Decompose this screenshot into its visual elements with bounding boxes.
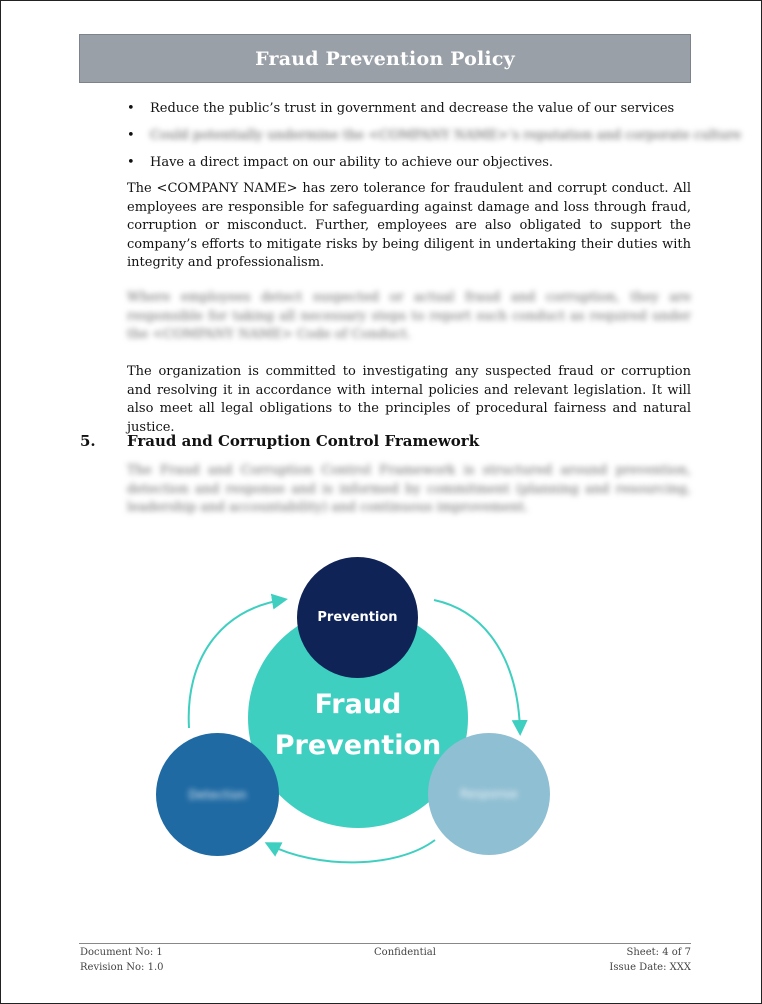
footer-doc-no: Document No: 1: [80, 947, 163, 958]
center-label-line2: Prevention: [274, 730, 442, 761]
detection-circle: [156, 733, 279, 856]
footer-divider: [79, 943, 691, 944]
footer-sheet: Sheet: 4 of 7: [626, 947, 691, 958]
bullet-list: [127, 98, 742, 179]
prevention-label: Prevention: [317, 610, 398, 625]
response-circle: [428, 733, 550, 855]
fraud-prevention-diagram: [150, 550, 560, 870]
response-label-blurred: Response: [460, 787, 518, 801]
bullet-text: Have a direct impact on our ability to achieve our objectives.: [150, 155, 554, 170]
bullet-item: • Have a direct impact on our ability to achieve our objectives.: [127, 155, 554, 170]
section-intro-blurred: The Fraud and Corruption Control Framework is structured around prevention, detection and response and is informed by commitment (planning and resourcing, leadership and accountability) and continuous improvement.: [127, 463, 691, 515]
bullet-text-blurred: Could potentially undermine the <COMPANY NAME>’s reputation and corporate culture: [150, 128, 742, 143]
bullet-item: • Could potentially undermine the <COMPANY NAME>’s reputation and corporate culture: [127, 128, 742, 143]
document-title-bar: [79, 34, 691, 83]
paragraph-investigation: The organization is committed to investigating any suspected fraud or corruption and resolving it in accordance with internal policies and relevant legislation. It will also meet all legal obligations to the principles of procedural fairness and natural justice.: [127, 364, 691, 435]
bullet-text: Reduce the public’s trust in government and decrease the value of our services: [150, 101, 675, 116]
footer-issue-date: Issue Date: XXX: [609, 962, 691, 973]
paragraph-zero-tolerance: The <COMPANY NAME> has zero tolerance for fraudulent and corrupt conduct. All employees are responsible for safeguarding against damage and loss through fraud, corruption or misconduct. Further, employees are also obligated to support the company’s efforts to mitigate risks by being diligent in undertaking their duties with integrity and professionalism.: [127, 181, 691, 270]
section-title: Fraud and Corruption Control Framework: [127, 432, 480, 450]
section-number: 5.: [80, 432, 96, 450]
paragraph-reporting-blurred: Where employees detect suspected or actual fraud and corruption, they are responsible for taking all necessary steps to report such conduct as required under the <COMPANY NAME> Code of Conduct.: [127, 290, 691, 342]
center-label-line1: Fraud: [314, 689, 402, 720]
footer-confidential: Confidential: [374, 947, 436, 958]
bullet-item: • Reduce the public’s trust in government and decrease the value of our services: [127, 101, 675, 116]
footer-revision: Revision No: 1.0: [80, 962, 164, 973]
prevention-circle: [297, 557, 418, 678]
document-title: Fraud Prevention Policy: [255, 47, 515, 70]
arrow-right-to-left: [270, 840, 435, 862]
detection-label-blurred: Detection: [188, 787, 247, 802]
